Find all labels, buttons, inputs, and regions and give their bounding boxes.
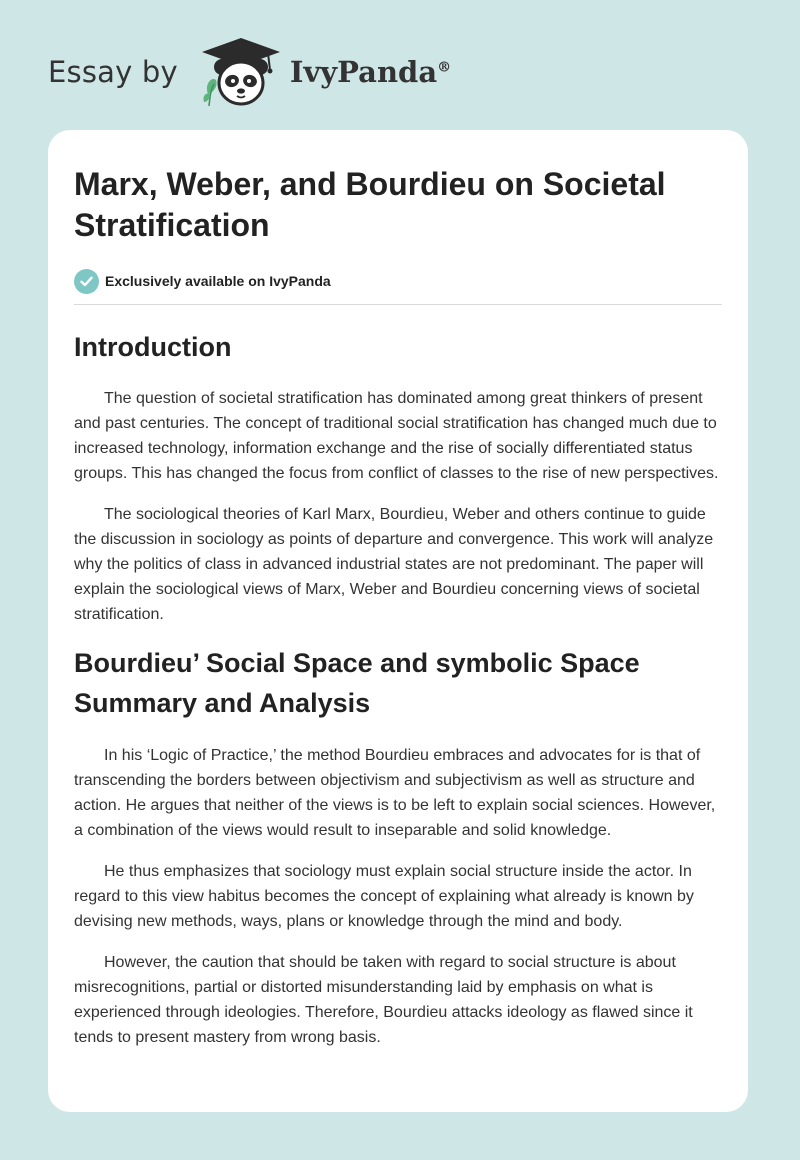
brand-name[interactable] <box>290 55 451 89</box>
page-title: Marx, Weber, and Bourdieu on Societal Stratification <box>74 166 666 243</box>
paragraph: The question of societal stratification has dominated among great thinkers of present and past centuries. The concept of traditional social stratification has changed much due to increased technology, information exchange and the rise of socially differentiated status groups. This has changed the focus from conflict of classes to the rise of new perspectives. <box>74 390 719 482</box>
paragraph: The sociological theories of Karl Marx, Bourdieu, Weber and others continue to guide the discussion in sociology as points of departure and convergence. This work will analyze why the politics of class in advanced industrial states are not predominant. The paper will explain the sociological views of Marx, Weber and Bourdieu concerning views of societal stratification. <box>74 506 714 623</box>
panda-graduate-icon[interactable] <box>196 36 286 108</box>
paragraph: In his ‘Logic of Practice,’ the method Bourdieu embraces and advocates for is that of transcending the borders between objectivism and subjectivism as well as structure and action. He argues that neither of the views is to be left to explain social sciences. However, a combination of the views would result to inseparable and solid knowledge. <box>74 747 716 839</box>
paragraph: He thus emphasizes that sociology must explain social structure inside the actor. In regard to this view habitus becomes the concept of explaining what already is known by devising new methods, ways, plans or knowledge through the mind and body. <box>74 863 694 930</box>
exclusive-label: Exclusively available on IvyPanda <box>105 273 331 289</box>
site-header <box>48 36 451 108</box>
essay-by-label: Essay by <box>48 55 178 89</box>
section-heading-introduction: Introduction <box>74 332 232 362</box>
essay-card <box>48 130 748 1112</box>
paragraph: However, the caution that should be taken with regard to social structure is about misrecognitions, partial or distorted misunderstanding laid by emphasis on what is experienced through ideologies. Therefore, Bourdieu attacks ideology as flawed since it tends to present mastery from wrong basis. <box>74 954 693 1046</box>
registered-mark: ® <box>437 59 452 76</box>
divider <box>74 304 722 305</box>
brand-name-text: IvyPanda <box>289 55 438 89</box>
section-heading-bourdieu: Bourdieu’ Social Space and symbolic Space Summary and Analysis <box>74 648 640 718</box>
exclusive-badge <box>74 267 722 295</box>
check-circle-icon <box>74 269 99 294</box>
